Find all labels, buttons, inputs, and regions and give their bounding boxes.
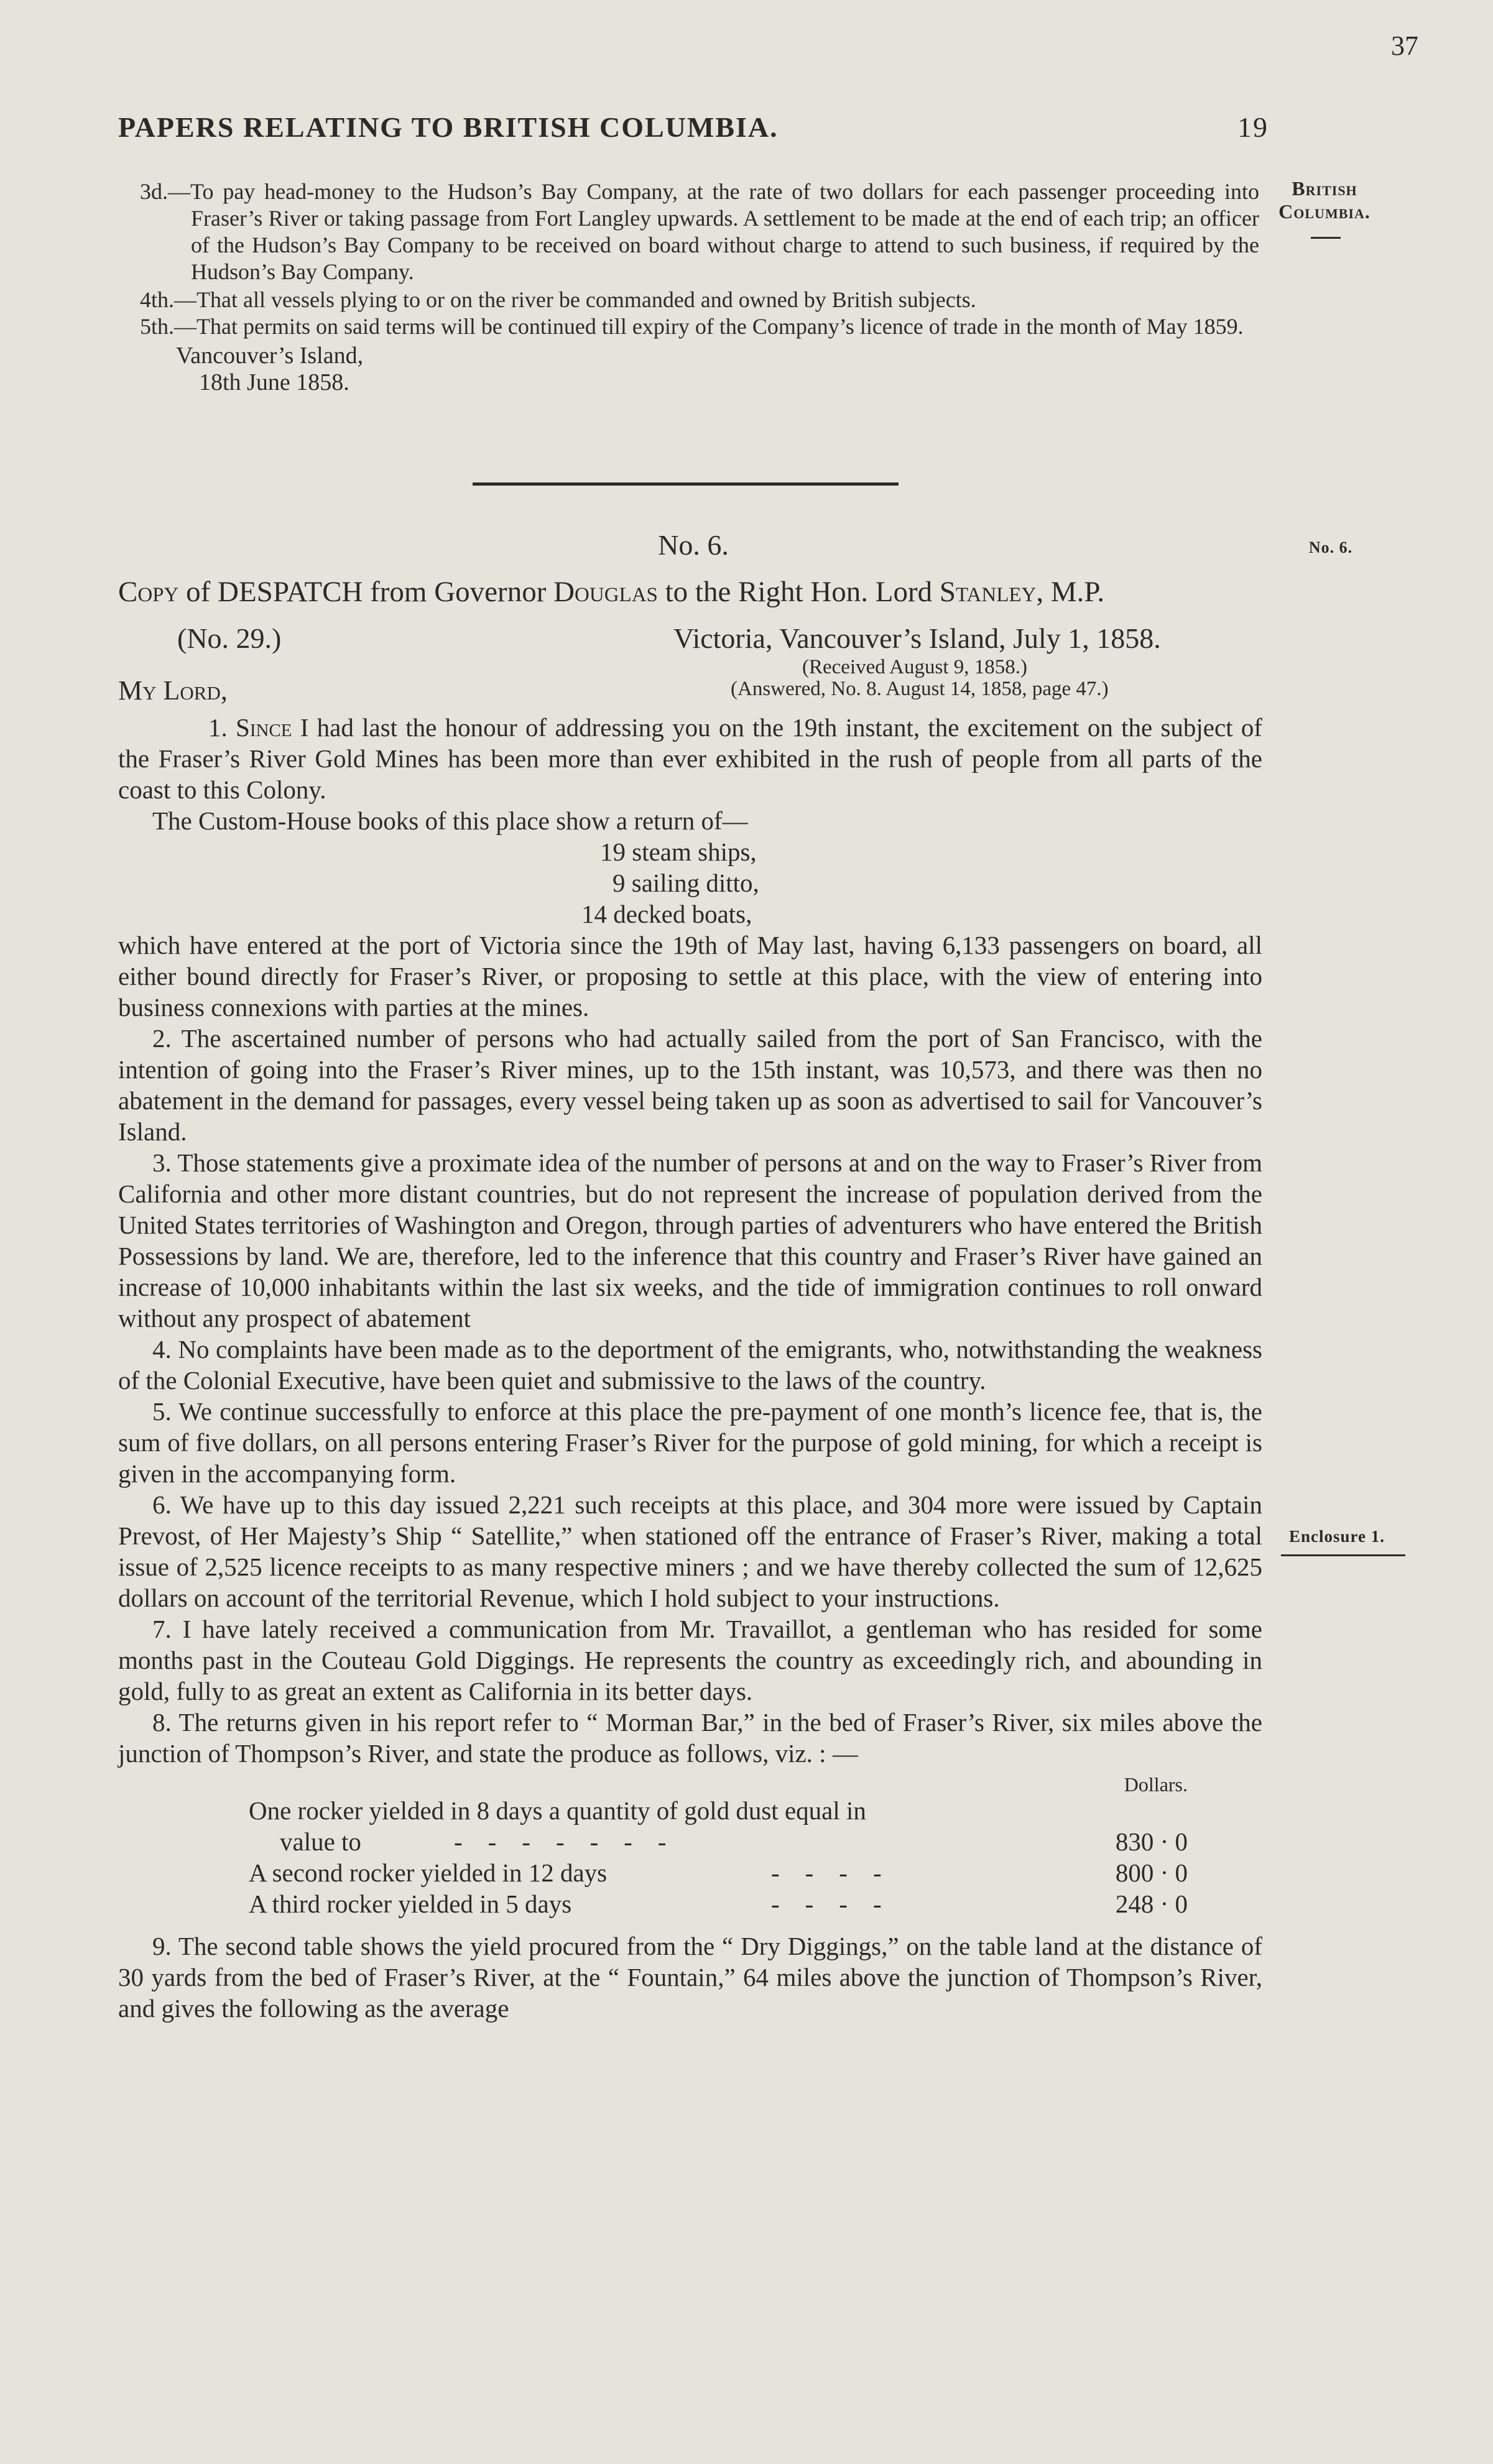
- salutation: My Lord,: [118, 675, 228, 706]
- terms-place: Vancouver’s Island,: [176, 343, 364, 369]
- table-row: [249, 1888, 1188, 1919]
- despatch-answered: (Answered, No. 8. August 14, 1858, page 47.): [731, 678, 1109, 700]
- despatch-number: No. 6.: [658, 529, 729, 561]
- row-value: 830 · 0: [1115, 1827, 1188, 1856]
- paragraph-6: 6. We have up to this day issued 2,221 such receipts at this place, and 304 more were issued by Captain Prevost, of Her Majesty’s Ship “ Satellite,” when stationed off the entrance of Fraser’s River, making a total issue of 2,525 licence receipts to as many respective miners ; and we have thereby collected the sum of 12,625 dollars on account of the territorial Revenue, which I hold subject to your instructions.: [118, 1490, 1262, 1612]
- term-4th: 4th.—That all vessels plying to or on the river be commanded and owned by British subjects.: [140, 287, 976, 312]
- table-row: [249, 1826, 1188, 1857]
- paragraph-4: 4. No complaints have been made as to the deportment of the emigrants, who, notwithstanding the weakness of the Colonial Executive, have been quiet and submissive to the laws of the country.: [118, 1335, 1262, 1395]
- yield-table: [249, 1769, 1188, 1931]
- paragraph-8: 8. The returns given in his report refer to “ Morman Bar,” in the bed of Fraser’s River, six miles above the junction of Thompson’s River, and state the produce as follows, viz. : —: [118, 1708, 1262, 1768]
- leader-dots: - - - - - - -: [454, 1827, 667, 1856]
- paragraph-3: 3. Those statements give a proximate idea of the number of persons at and on the way to Fraser’s River from California and other more distant countries, but do not represent the increase of population derived from the United States territories of Washington and Oregon, through parties of adventurers who have entered the British Possessions by land. We are, therefore, led to the inference that this country and Fraser’s River have gained an increase of 10,000 inhabitants within the last six weeks, and the tide of immigration continues to roll onward without any prospect of abatement: [118, 1148, 1262, 1332]
- folio-number: 19: [1237, 111, 1269, 143]
- leader-dots: - - - -: [771, 1858, 882, 1887]
- term-3d: 3d.—To pay head-money to the Hudson’s Bay Company, at the rate of two dollars for each passenger proceeding into Fraser’s River or taking passage from Fort Langley upwards. A settlement to be made at the end of each trip; an officer of the Hudson’s Bay Company to be received on board without charge to attend to such business, if required by the Hudson’s Bay Company.: [140, 179, 1259, 284]
- table-unit-header: Dollars.: [1124, 1773, 1188, 1796]
- return-list: [118, 836, 1262, 930]
- paragraph-5: 5. We continue successfully to enforce at this place the pre-payment of one month’s licence fee, that is, the sum of five dollars, on all persons entering Fraser’s River for the purpose of gold mining, for which a receipt is given in the accompanying form.: [118, 1397, 1262, 1488]
- despatch-body: [118, 712, 1262, 2024]
- list-item: 9 sailing ditto,: [612, 869, 759, 897]
- table-row: [249, 1857, 1188, 1888]
- leader-dots: - - - -: [771, 1890, 882, 1918]
- paragraph-9: 9. The second table shows the yield procured from the “ Dry Diggings,” on the table land at the distance of 30 yards from the bed of Fraser’s River, at the “ Fountain,” 64 miles above the junction of Thompson’s River, and gives the following as the average: [118, 1932, 1262, 2023]
- despatch-origin: Victoria, Vancouver’s Island, July 1, 1858.: [673, 622, 1161, 654]
- page-number: 37: [1391, 30, 1418, 61]
- term-5th: 5th.—That permits on said terms will be continued till expiry of the Company’s licence of trade in the month of May 1859.: [140, 314, 1244, 339]
- row-description: One rocker yielded in 8 days a quantity of gold dust equal in: [249, 1796, 866, 1825]
- header-title: PAPERS RELATING TO BRITISH COLUMBIA.: [118, 111, 779, 143]
- paragraph-1c: which have entered at the port of Victoria since the 19th of May last, having 6,133 passengers on board, all either bound directly for Fraser’s River, or proposing to settle at this place, with the view of entering into business connexions with parties at the mines.: [118, 931, 1262, 1022]
- row-description: A third rocker yielded in 5 days: [249, 1890, 572, 1918]
- paragraph-1: 1. Since I had last the honour of addressing you on the 19th instant, the excitement on the subject of the Fraser’s River Gold Mines has been more than ever exhibited in the rush of people from all parts of the coast to this Colony.: [118, 713, 1262, 804]
- despatch-title: Copy of DESPATCH from Governor Douglas to the Right Hon. Lord Stanley, M.P.: [118, 576, 1105, 608]
- row-description: A second rocker yielded in 12 days: [249, 1858, 608, 1887]
- row-value: 800 · 0: [1115, 1858, 1188, 1887]
- section-separator: [473, 482, 899, 486]
- terms-block: [140, 178, 1259, 396]
- margin-divider: [1311, 237, 1341, 239]
- margin-enclosure: Enclosure 1.: [1288, 1527, 1385, 1546]
- table-row: [249, 1795, 1188, 1826]
- paragraph-7: 7. I have lately received a communication from Mr. Travaillot, a gentleman who has resided for some months past in the Couteau Gold Diggings. He represents the country as exceedingly rich, and abounding in gold, fully to as great an extent as California in its better days.: [118, 1615, 1262, 1705]
- margin-no6: No. 6.: [1308, 538, 1353, 556]
- terms-date: 18th June 1858.: [199, 369, 349, 395]
- running-header: [118, 111, 1269, 144]
- row-description: value to: [280, 1827, 361, 1856]
- margin-enclosure-rule: [1281, 1554, 1405, 1556]
- list-item: 14 decked boats,: [581, 900, 752, 928]
- paragraph-2: 2. The ascertained number of persons who had actually sailed from the port of San Francisco, with the intention of going into the Fraser’s River mines, up to the 15th instant, was 10,573, and there was then no abatement in the demand for passages, every vessel being taken up as soon as advertised to sail for Vancouver’s Island.: [118, 1024, 1262, 1146]
- margin-section-label: British Columbia.: [1278, 177, 1371, 223]
- paragraph-1b: The Custom-House books of this place show a return of—: [152, 806, 748, 835]
- row-value: 248 · 0: [1115, 1890, 1188, 1918]
- despatch-received: (Received August 9, 1858.): [802, 656, 1028, 678]
- despatch-ref: (No. 29.): [177, 622, 282, 654]
- list-item: 19 steam ships,: [600, 837, 757, 866]
